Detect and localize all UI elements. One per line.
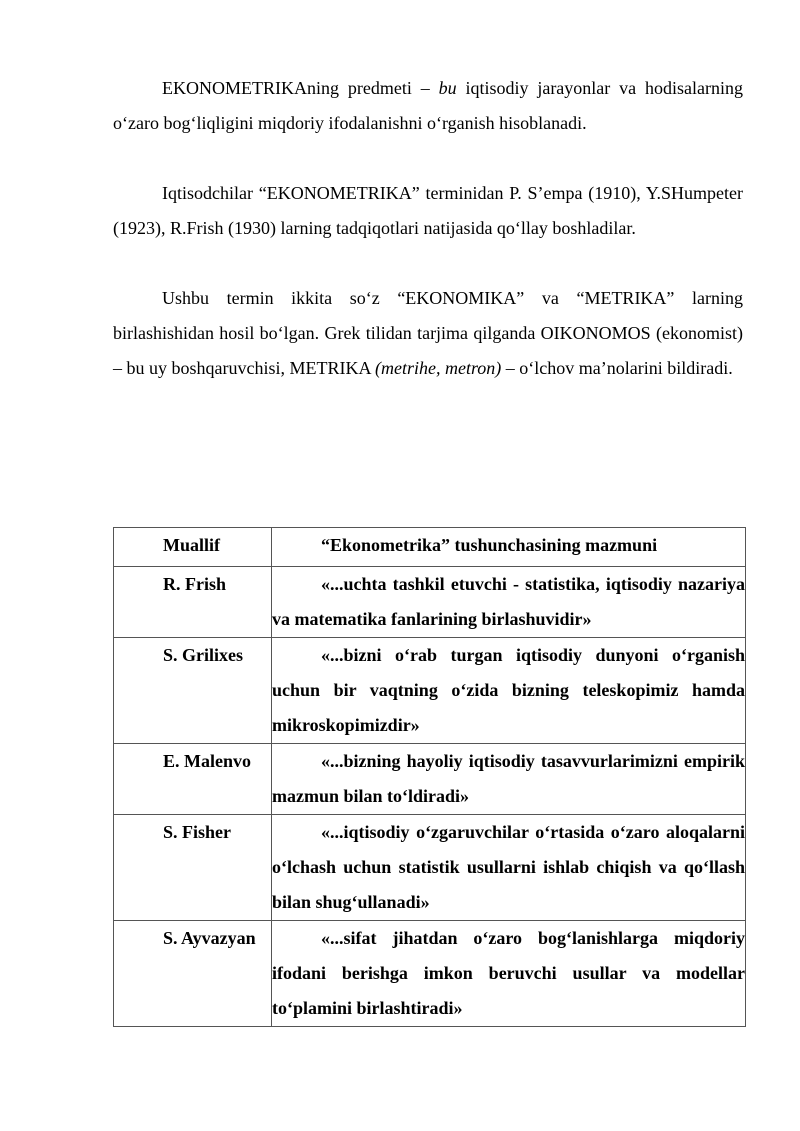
header-content: “Ekonometrika” tushunchasining mazmuni (272, 528, 746, 567)
paragraph-term-origin: Iqtisodchilar “EKONOMETRIKA” terminidan P. S’empa (1910), Y.SHumpeter (1923), R.Frish (1930) larning tadqiqotlari natijasida qo‘llay boshladilar. (113, 183, 743, 238)
paragraph-tail: – o‘lchov ma’nolarini bildiradi. (501, 358, 733, 378)
paragraph-lead: Ushbu termin ikkita so‘z “EKONOMIKA” va “METRIKA” larning birlashishidan hosil bo‘lgan. Grek tilidan tarjima qilganda OIKONOMOS (ekonomist) – bu uy boshqaruvchisi, METRIKA (113, 288, 743, 378)
row-author: S. Ayvazyan (114, 921, 272, 1027)
paragraph-subject (113, 71, 743, 141)
paragraph-etymology (113, 281, 743, 386)
row-content-text: «...bizning hayoliy iqtisodiy tasavvurlarimizni empirik mazmun bilan to‘ldiradi» (272, 751, 745, 806)
row-content (272, 638, 746, 744)
header-author: Muallif (114, 528, 272, 567)
emphasis-text: bu (438, 78, 457, 98)
row-content (272, 567, 746, 638)
row-content (272, 921, 746, 1027)
definitions-table (113, 527, 746, 1027)
row-content (272, 815, 746, 921)
row-author: S. Fisher (114, 815, 272, 921)
table-row (114, 744, 746, 815)
row-content-text: «...bizni o‘rab turgan iqtisodiy dunyoni o‘rganish uchun bir vaqtning o‘zida bizning teleskopimiz hamda mikroskopimizdir» (272, 645, 745, 735)
row-content-text: «...iqtisodiy o‘zgaruvchilar o‘rtasida o‘zaro aloqalarni o‘lchash uchun statistik usullarni ishlab chiqish va qo‘llash bilan shug‘ullanadi» (272, 822, 745, 912)
row-author: S. Grilixes (114, 638, 272, 744)
emphasis-text: (metrihe, metron) (374, 358, 502, 378)
table-row (114, 921, 746, 1027)
row-author: R. Frish (114, 567, 272, 638)
paragraph-lead: EKONOMETRIKAning predmeti – (162, 78, 439, 98)
table-row (114, 638, 746, 744)
paragraph-tail: iqtisodiy jarayonlar va hodisalarning o‘zaro bog‘liqligini miqdoriy ifodalanishni o‘rganish hisoblanadi. (113, 78, 743, 133)
row-content-text: «...uchta tashkil etuvchi - statistika, iqtisodiy nazariya va matematika fanlarining birlashuvidir» (272, 574, 745, 629)
table-row (114, 567, 746, 638)
table-header-row (114, 528, 746, 567)
row-content-text: «...sifat jihatdan o‘zaro bog‘lanishlarga miqdoriy ifodani berishga imkon beruvchi usullar va modellar to‘plamini birlashtiradi» (272, 928, 745, 1018)
row-content (272, 744, 746, 815)
table-row (114, 815, 746, 921)
row-author: E. Malenvo (114, 744, 272, 815)
